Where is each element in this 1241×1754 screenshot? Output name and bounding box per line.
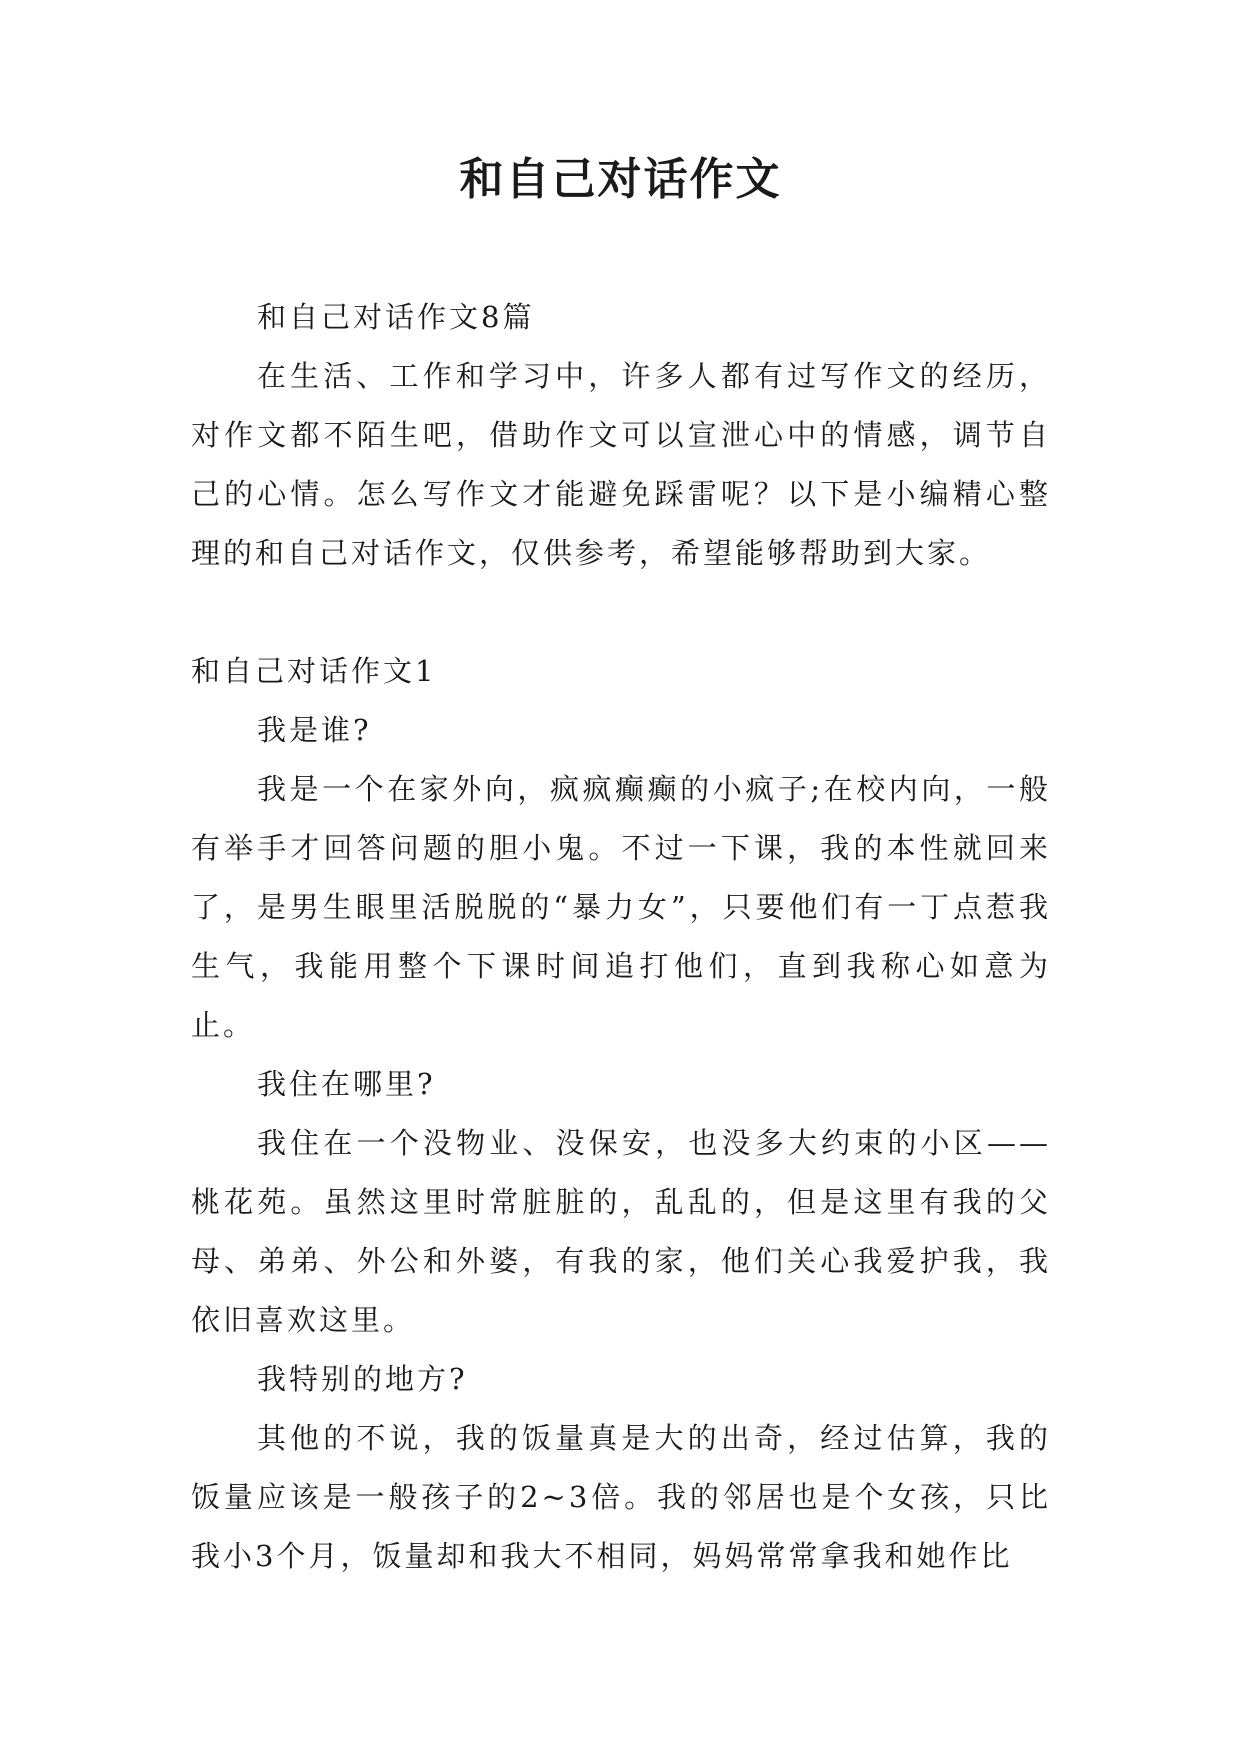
document-title: 和自己对话作文 — [459, 154, 782, 205]
paragraph-answer-special: 其他的不说，我的饭量真是大的出奇，经过估算，我的饭量应该是一般孩子的2~3倍。我的邻居也是个女孩，只比我小3个月，饭量却和我大不相同，妈妈常常拿我和她作比 — [191, 1421, 1051, 1573]
paragraph-intro: 在生活、工作和学习中，许多人都有过写作文的经历，对作文都不陌生吧，借助作文可以宣泄心中的情感，调节自己的心情。怎么写作文才能避免踩雷呢？以下是小编精心整理的和自己对话作文，仅供参考，希望能够帮助到大家。 — [191, 359, 1051, 570]
paragraph-answer-who: 我是一个在家外向，疯疯癫癫的小疯子;在校内向，一般有举手才回答问题的胆小鬼。不过一下课，我的本性就回来了，是男生眼里活脱脱的“暴力女”，只要他们有一丁点惹我生气，我能用整个下课时间追打他们，直到我称心如意为止。 — [191, 772, 1051, 1042]
section-gap — [191, 583, 1051, 642]
document-body — [191, 288, 1051, 1586]
paragraph-subtitle: 和自己对话作文8篇 — [257, 300, 535, 334]
paragraph-question-where: 我住在哪里? — [257, 1067, 436, 1101]
paragraph-question-who: 我是谁? — [257, 713, 372, 747]
paragraph-answer-where: 我住在一个没物业、没保安，也没多大约束的小区——桃花苑。虽然这里时常脏脏的，乱乱的，但是这里有我的父母、弟弟、外公和外婆，有我的家，他们关心我爱护我，我依旧喜欢这里。 — [191, 1126, 1051, 1337]
section-heading: 和自己对话作文1 — [191, 654, 437, 688]
paragraph-question-special: 我特别的地方? — [257, 1362, 468, 1396]
